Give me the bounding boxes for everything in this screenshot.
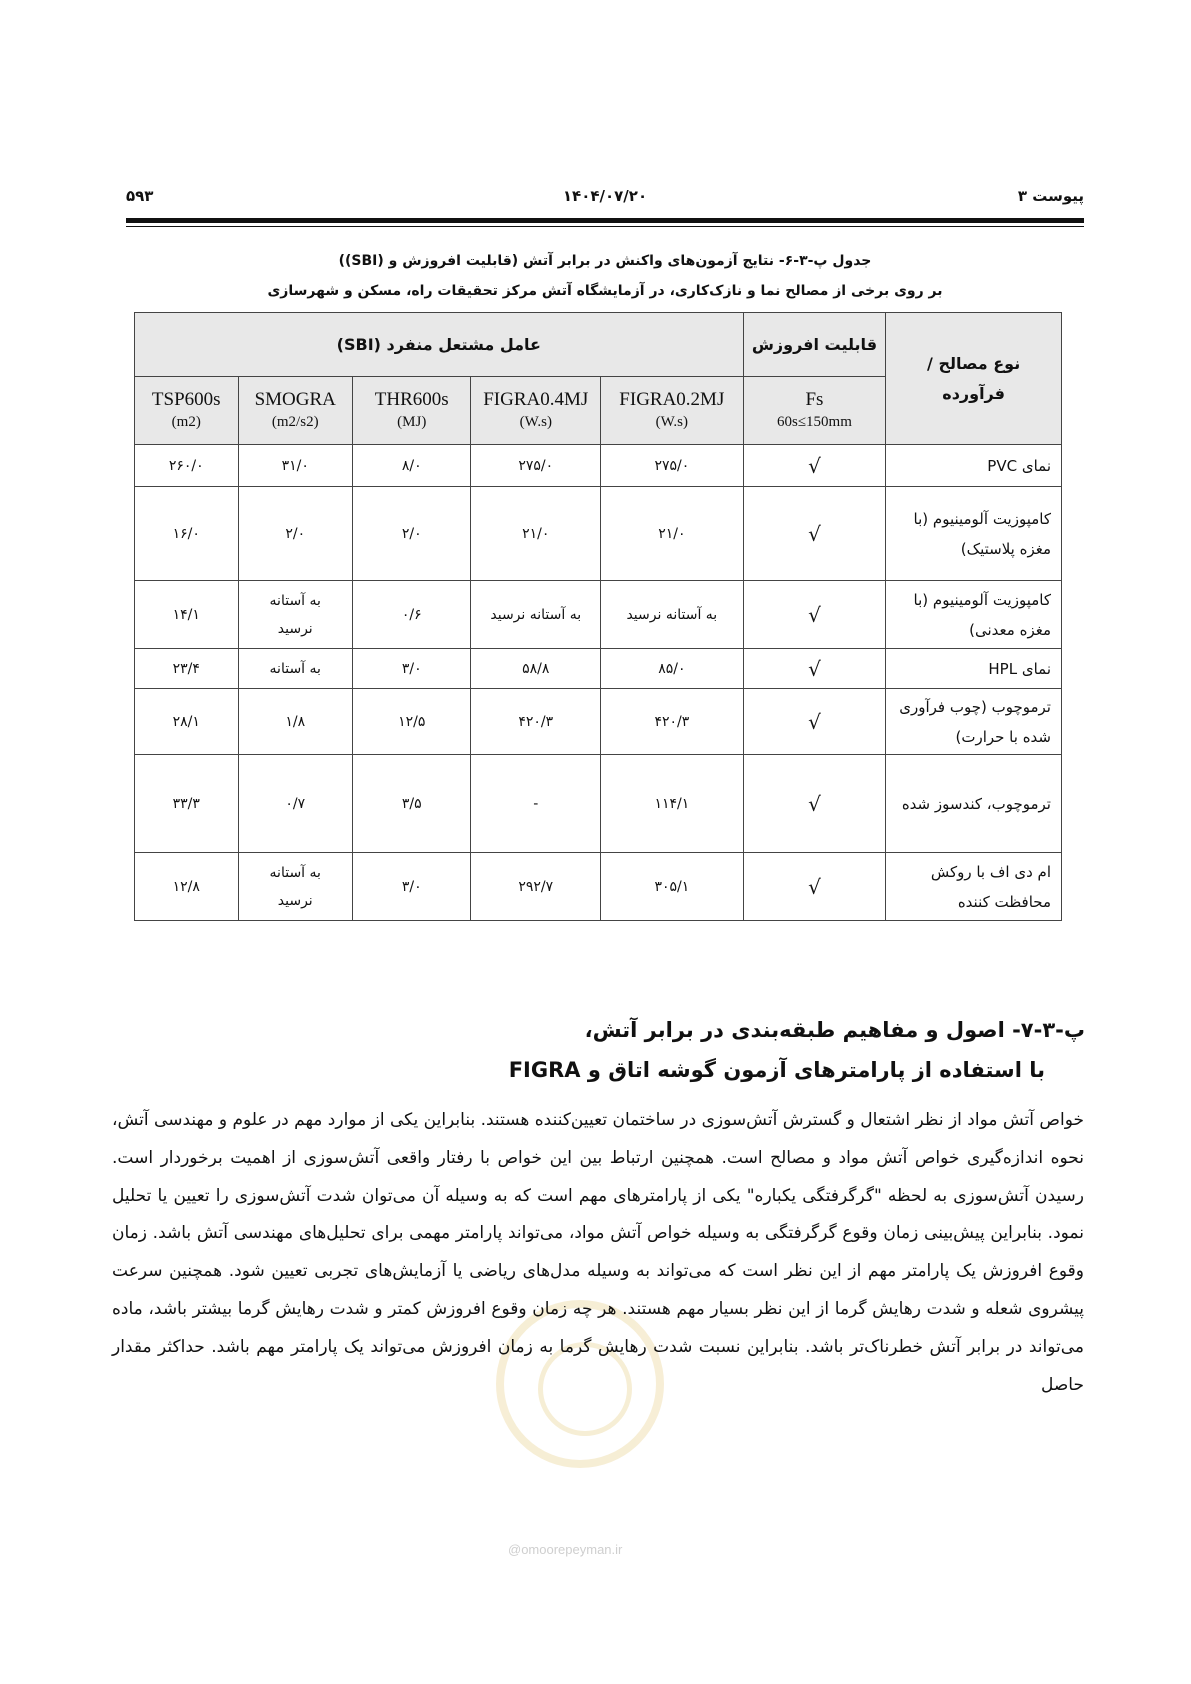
material-cell: ترموچوب (چوب فرآوری شده با حرارت): [886, 689, 1062, 755]
figra02-header: FIGRA0.2MJ (W.s): [601, 377, 744, 445]
header-rule-thin: [126, 226, 1084, 227]
figra04-cell: ۵۸/۸: [471, 649, 601, 689]
figra04-cell: ۲۹۲/۷: [471, 853, 601, 921]
figra02-cell: به آستانه نرسید: [601, 581, 744, 649]
tsp-cell: ۲۳/۴: [135, 649, 239, 689]
material-cell: کامپوزیت آلومینیوم (با مغزه معدنی): [886, 581, 1062, 649]
watermark-text: @omoorepeyman.ir: [508, 1542, 623, 1557]
table-row: [135, 755, 1062, 853]
material-cell: ترموچوب، کندسوز شده: [886, 755, 1062, 853]
thr-header: THR600s (MJ): [352, 377, 471, 445]
appendix-label: پیوست ۳: [1017, 187, 1084, 205]
figra02-cell: ۸۵/۰: [601, 649, 744, 689]
table-row: [135, 581, 1062, 649]
section-title-line-1: پ-۳-۷- اصول و مفاهیم طبقه‌بندی در برابر آتش،: [584, 1018, 1085, 1042]
figra04-header: FIGRA0.4MJ (W.s): [471, 377, 601, 445]
smogra-cell: به آستانه: [238, 649, 352, 689]
thr-cell: ۳/۰: [352, 649, 471, 689]
figra02-cell: ۳۰۵/۱: [601, 853, 744, 921]
header-date: ۱۴۰۴/۰۷/۲۰: [562, 187, 648, 205]
material-header: نوع مصالح / فرآورده: [886, 313, 1062, 445]
tsp-cell: ۳۳/۳: [135, 755, 239, 853]
caption-line-2: بر روی برخی از مصالح نما و نازک‌کاری، در آزمایشگاه آتش مرکز تحقیقات راه، مسکن و شهرسازی: [267, 283, 943, 299]
table-row: [135, 689, 1062, 755]
thr-cell: ۳/۰: [352, 853, 471, 921]
smogra-cell: ۱/۸: [238, 689, 352, 755]
thr-cell: ۰/۶: [352, 581, 471, 649]
table-caption: [126, 246, 1084, 306]
tsp-cell: ۱۶/۰: [135, 487, 239, 581]
tsp-header: TSP600s (m2): [135, 377, 239, 445]
fs-cell: √: [743, 581, 886, 649]
tsp-cell: ۲۶۰/۰: [135, 445, 239, 487]
material-cell: ام دی اف با روکش محافظت کننده: [886, 853, 1062, 921]
figra04-cell: ۲۱/۰: [471, 487, 601, 581]
fs-cell: √: [743, 853, 886, 921]
thr-cell: ۱۲/۵: [352, 689, 471, 755]
smogra-cell: ۳۱/۰: [238, 445, 352, 487]
section-heading: [509, 1010, 1085, 1090]
thr-cell: ۸/۰: [352, 445, 471, 487]
page-number: ۵۹۳: [126, 187, 154, 205]
figra04-cell: ۴۲۰/۳: [471, 689, 601, 755]
table-row: [135, 487, 1062, 581]
figra02-cell: ۱۱۴/۱: [601, 755, 744, 853]
material-cell: نمای PVC: [886, 445, 1062, 487]
page-header: [126, 178, 1084, 214]
smogra-cell: ۰/۷: [238, 755, 352, 853]
tsp-cell: ۱۴/۱: [135, 581, 239, 649]
results-table: [134, 312, 1062, 921]
tsp-cell: ۲۸/۱: [135, 689, 239, 755]
section-title-line-2: با استفاده از پارامترهای آزمون گوشه اتاق و FIGRA: [508, 1058, 1045, 1082]
smogra-cell: به آستانه نرسید: [238, 581, 352, 649]
tsp-cell: ۱۲/۸: [135, 853, 239, 921]
thr-cell: ۳/۵: [352, 755, 471, 853]
fs-cell: √: [743, 445, 886, 487]
material-cell: کامپوزیت آلومینیوم (با مغزه پلاستیک): [886, 487, 1062, 581]
sbi-header: عامل مشتعل منفرد (SBI): [135, 313, 744, 377]
caption-line-1: جدول پ-۳-۶- نتایج آزمون‌های واکنش در برابر آتش (قابلیت افروزش و (SBI)): [338, 253, 872, 269]
thr-cell: ۲/۰: [352, 487, 471, 581]
table-row: [135, 445, 1062, 487]
fs-cell: √: [743, 649, 886, 689]
smogra-cell: به آستانه نرسید: [238, 853, 352, 921]
fs-cell: √: [743, 487, 886, 581]
table-row: [135, 853, 1062, 921]
header-rule-thick: [126, 218, 1084, 223]
fs-header: Fs 60s≤150mm: [743, 377, 886, 445]
ignitability-header: قابلیت افروزش: [743, 313, 886, 377]
figra02-cell: ۴۲۰/۳: [601, 689, 744, 755]
body-paragraph: خواص آتش مواد از نظر اشتعال و گسترش آتش‌سوزی در ساختمان تعیین‌کننده هستند. بنابراین یکی از موارد مهم در علوم و مهندسی آتش، نحوه اندازه‌گیری خواص آتش مواد و مصالح است. همچنین ارتباط بین این خواص با رفتار واقعی آتش‌سوزی از اهمیت برخوردار است. رسیدن آتش‌سوزی به لحظه "گرگرفتگی یکباره" یکی از پارامترهای مهم است که به وسیله آن می‌توان شدت آتش‌سوزی را تعیین یا تحلیل نمود. بنابراین پیش‌بینی زمان وقوع گرگرفتگی به وسیله خواص آتش مواد، می‌تواند پارامتر مهمی برای تحلیل‌های مهندسی آتش باشد. زمان وقوع افروزش یک پارامتر مهم از این نظر است که می‌تواند به وسیله مدل‌های ریاضی یا آزمایش‌های تجربی تعیین شود. همچنین سرعت پیشروی شعله و شدت رهایش گرما از این نظر بسیار مهم هستند. هر چه زمان وقوع افروزش کمتر و شدت رهایش گرما بیشتر باشد، ماده می‌تواند در برابر آتش خطرناک‌تر باشد. بنابراین نسبت شدت رهایش گرما به زمان افروزش می‌تواند یک پارامتر مهم باشد. حداکثر مقدار حاصل: [112, 1110, 1084, 1395]
figra04-cell: به آستانه نرسید: [471, 581, 601, 649]
material-cell: نمای HPL: [886, 649, 1062, 689]
table-row: [135, 649, 1062, 689]
smogra-cell: ۲/۰: [238, 487, 352, 581]
figra02-cell: ۲۷۵/۰: [601, 445, 744, 487]
figra04-cell: -: [471, 755, 601, 853]
fs-cell: √: [743, 755, 886, 853]
smogra-header: SMOGRA (m2/s2): [238, 377, 352, 445]
figra02-cell: ۲۱/۰: [601, 487, 744, 581]
fs-cell: √: [743, 689, 886, 755]
figra04-cell: ۲۷۵/۰: [471, 445, 601, 487]
